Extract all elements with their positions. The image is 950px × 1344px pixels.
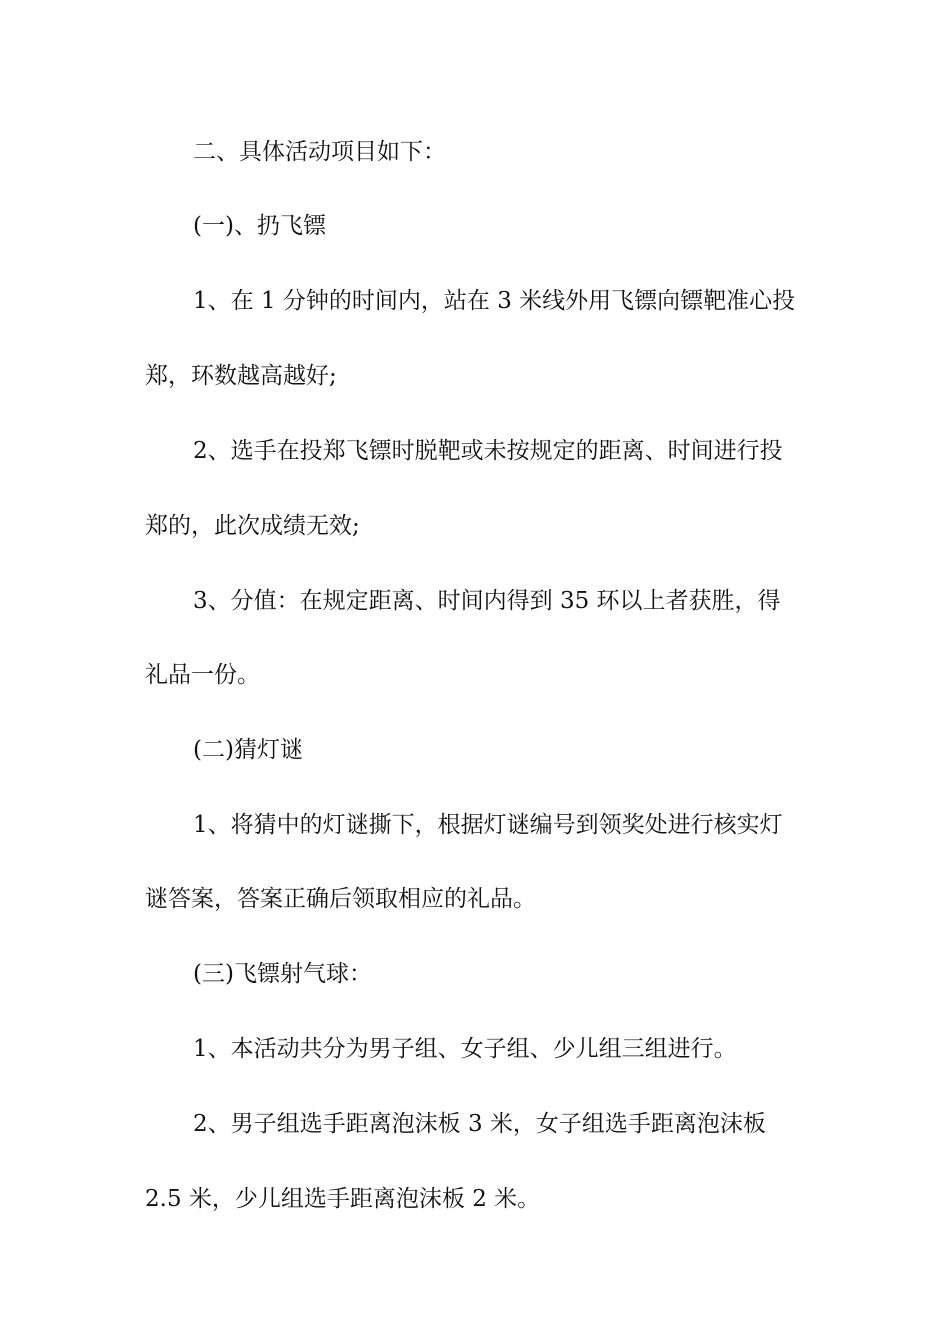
subsection-heading-riddles: (二)猜灯谜 [193,737,303,763]
paragraph-line: 礼品一份。 [145,662,260,688]
paragraph-line: 郑，环数越高越好; [145,363,337,389]
paragraph-line: 2.5 米，少儿组选手距离泡沫板 2 米。 [145,1186,541,1212]
section-heading: 二、具体活动项目如下： [193,139,446,165]
paragraph-line: 1、本活动共分为男子组、女子组、少儿组三组进行。 [193,1036,737,1062]
paragraph-line: 2、选手在投郑飞镖时脱靶或未按规定的距离、时间进行投 [193,438,783,464]
paragraph-line: 1、在 1 分钟的时间内，站在 3 米线外用飞镖向镖靶准心投 [193,288,796,314]
subsection-heading-balloons: (三)飞镖射气球： [193,961,372,987]
paragraph-line: 谜答案，答案正确后领取相应的礼品。 [145,886,536,912]
subsection-heading-darts: (一)、扔飞镖 [193,213,326,239]
paragraph-line: 2、男子组选手距离泡沫板 3 米，女子组选手距离泡沫板 [193,1111,766,1137]
paragraph-line: 1、将猜中的灯谜撕下，根据灯谜编号到领奖处进行核实灯 [193,812,783,838]
paragraph-line: 郑的，此次成绩无效; [145,513,360,539]
paragraph-line: 3、分值：在规定距离、时间内得到 35 环以上者获胜，得 [193,588,781,614]
